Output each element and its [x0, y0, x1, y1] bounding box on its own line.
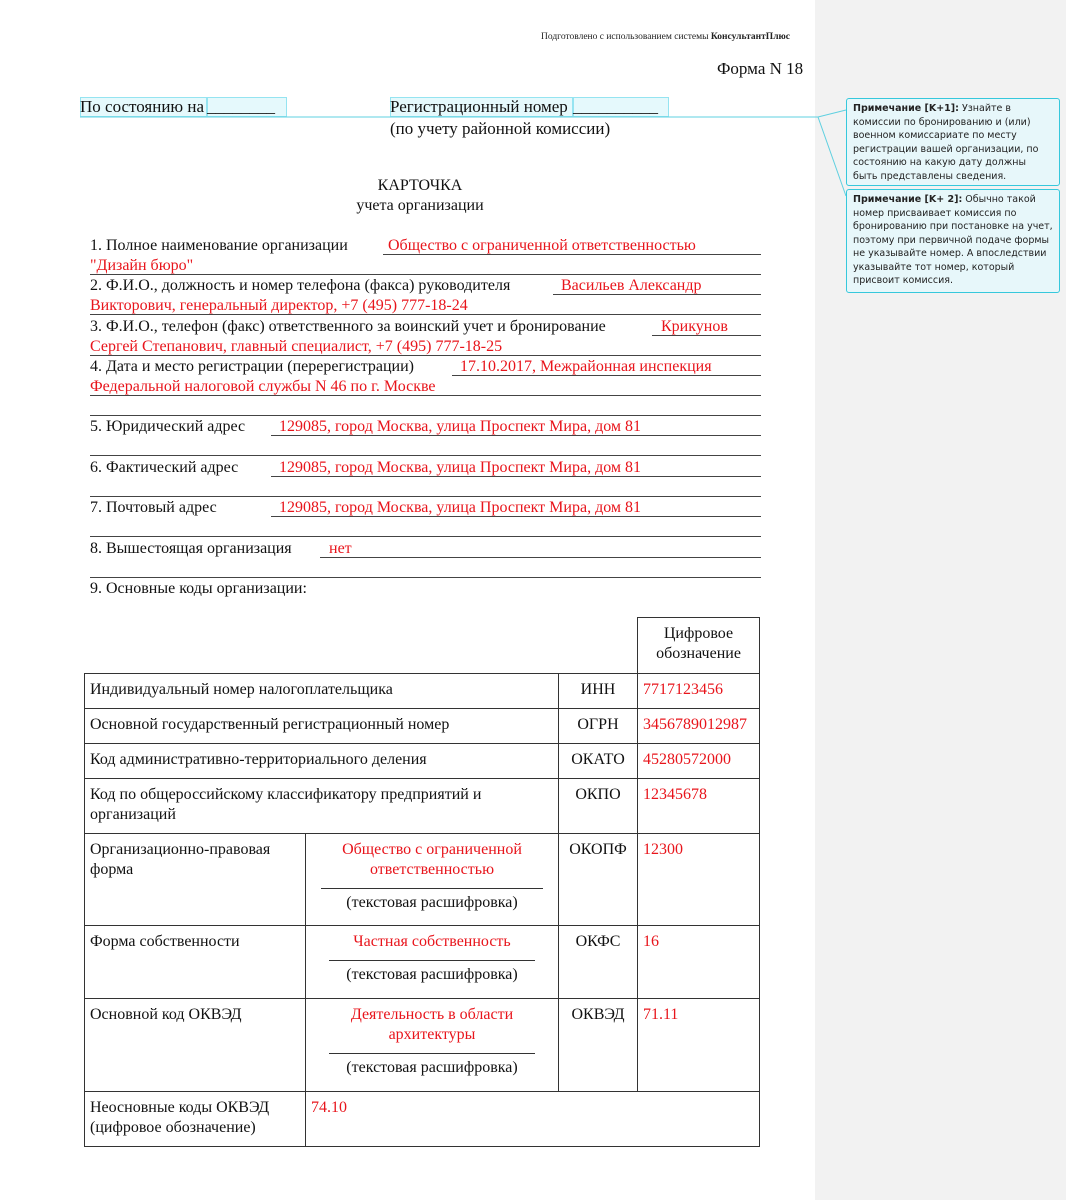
code-abbrev: ОКВЭД	[559, 999, 638, 1092]
reg-number-caption: (по учету районной комиссии)	[390, 119, 611, 138]
field-3-value-line1[interactable]: Крикунов	[661, 318, 728, 335]
code-value-ogrn[interactable]: 3456789012987	[638, 709, 760, 744]
table-row	[85, 779, 760, 834]
code-abbrev: ОКПО	[559, 779, 638, 834]
field-5-value[interactable]: 129085, город Москва, улица Проспект Мира, дом 81	[279, 418, 642, 435]
code-name: Основной государственный регистрационный номер	[85, 709, 559, 744]
code-value-okfs[interactable]: 16	[638, 926, 760, 999]
digital-designation-header: Цифровое обозначение	[638, 618, 760, 674]
field-1-value-line1[interactable]: Общество с ограниченной ответственностью	[388, 237, 696, 254]
table-row	[85, 674, 760, 709]
brand-name: КонсультантПлюс	[710, 32, 790, 42]
field-7-label: 7. Почтовый адрес	[90, 499, 217, 516]
code-name: Организационно-правовая форма	[85, 834, 306, 926]
decode-caption: (текстовая расшифровка)	[346, 1059, 518, 1076]
decode-text[interactable]: Частная собственность	[353, 933, 511, 950]
as-of-date-blank[interactable]: ________	[207, 97, 287, 117]
decode-cell	[306, 926, 559, 999]
table-row	[85, 834, 760, 926]
code-abbrev: ОГРН	[559, 709, 638, 744]
field-6-value[interactable]: 129085, город Москва, улица Проспект Мира, дом 81	[279, 459, 642, 476]
code-abbrev: ОКАТО	[559, 744, 638, 779]
table-row	[85, 709, 760, 744]
field-1-label: 1. Полное наименование организации	[90, 237, 348, 254]
table-row	[85, 926, 760, 999]
field-3-value-line2[interactable]: Сергей Степанович, главный специалист, +7 (495) 777-18-25	[90, 338, 503, 355]
prepared-with-notice: Подготовлено с использованием системы КонсультантПлюс	[541, 32, 790, 42]
code-value-secondary-okved[interactable]: 74.10	[306, 1092, 760, 1147]
field-2-value-line2[interactable]: Викторович, генеральный директор, +7 (495) 777-18-24	[90, 297, 468, 314]
field-1-value-line2[interactable]: "Дизайн бюро"	[90, 257, 194, 274]
code-name: Форма собственности	[85, 926, 306, 999]
code-name: Код административно-территориального деления	[85, 744, 559, 779]
code-name: Основной код ОКВЭД	[85, 999, 306, 1092]
table-row	[85, 744, 760, 779]
field-5-label: 5. Юридический адрес	[90, 418, 246, 435]
code-name: Индивидуальный номер налогоплательщика	[85, 674, 559, 709]
reg-number-blank[interactable]: __________	[573, 97, 669, 117]
field-6-label: 6. Фактический адрес	[90, 459, 239, 476]
decode-cell	[306, 999, 559, 1092]
form-number: Форма N 18	[717, 59, 804, 78]
card-title: КАРТОЧКА учета организации	[356, 177, 484, 214]
field-4-value-line1[interactable]: 17.10.2017, Межрайонная инспекция	[460, 358, 712, 375]
decode-text[interactable]: Общество с ограниченной ответственностью	[342, 841, 522, 878]
table-row	[85, 999, 760, 1092]
field-4-value-line2[interactable]: Федеральной налоговой службы N 46 по г. Москве	[90, 378, 436, 395]
code-value-okato[interactable]: 45280572000	[638, 744, 760, 779]
table-row	[85, 1092, 760, 1147]
field-8-value[interactable]: нет	[329, 540, 352, 557]
decode-caption: (текстовая расшифровка)	[346, 894, 518, 911]
as-of-label[interactable]: По состоянию на	[80, 97, 207, 117]
field-8-label: 8. Вышестоящая организация	[90, 540, 292, 557]
comment-note-1[interactable]: Примечание [K+1]: Узнайте в комиссии по бронированию и (или) военном комиссариате по месту регистрации вашей организации, по состоянию на какую дату должны быть представлены сведения.	[846, 98, 1060, 186]
code-value-okpo[interactable]: 12345678	[638, 779, 760, 834]
code-abbrev: ОКОПФ	[559, 834, 638, 926]
comment-note-2[interactable]: Примечание [K+ 2]: Обычно такой номер присваивает комиссия по бронированию при постановке на учет, поэтому при первичной подаче формы не указывайте номер. А впоследствии указывайте тот номер, который присвоит комиссия.	[846, 189, 1060, 293]
code-value-inn[interactable]: 7717123456	[638, 674, 760, 709]
code-name: Неосновные коды ОКВЭД (цифровое обозначение)	[85, 1092, 306, 1147]
code-value-okved[interactable]: 71.11	[638, 999, 760, 1092]
decode-caption: (текстовая расшифровка)	[346, 966, 518, 983]
code-name: Код по общероссийскому классификатору предприятий и организаций	[85, 779, 559, 834]
field-2-label: 2. Ф.И.О., должность и номер телефона (факса) руководителя	[90, 277, 511, 294]
code-value-okopf[interactable]: 12300	[638, 834, 760, 926]
decode-cell	[306, 834, 559, 926]
code-abbrev: ОКФС	[559, 926, 638, 999]
field-2-value-line1[interactable]: Васильев Александр	[561, 277, 702, 294]
organization-codes-table	[84, 617, 760, 1147]
decode-text[interactable]: Деятельность в области архитектуры	[350, 1006, 514, 1043]
code-abbrev: ИНН	[559, 674, 638, 709]
field-4-label: 4. Дата и место регистрации (перерегистрации)	[90, 358, 414, 375]
reg-number-label[interactable]: Регистрационный номер	[390, 97, 573, 117]
field-9-label: 9. Основные коды организации:	[90, 580, 307, 597]
field-3-label: 3. Ф.И.О., телефон (факс) ответственного за воинский учет и бронирование	[90, 318, 606, 335]
field-7-value[interactable]: 129085, город Москва, улица Проспект Мира, дом 81	[279, 499, 642, 516]
